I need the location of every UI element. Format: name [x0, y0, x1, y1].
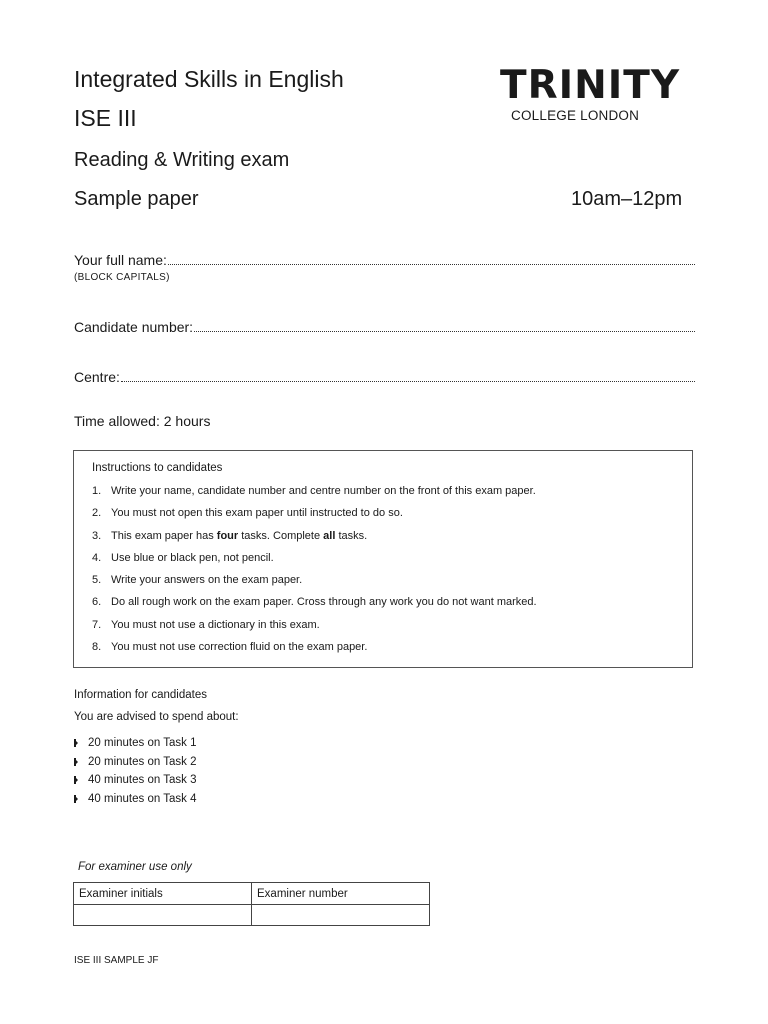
- examiner-initials-header: Examiner initials: [74, 883, 252, 905]
- full-name-label: Your full name:: [74, 252, 167, 268]
- bullet-arrow-icon: [74, 795, 78, 803]
- full-name-line[interactable]: [168, 263, 695, 265]
- full-name-field[interactable]: [74, 252, 695, 268]
- time-slot: 10am–12pm: [571, 188, 683, 210]
- centre-label: Centre:: [74, 369, 120, 385]
- footer-code: ISE III SAMPLE JF: [74, 955, 159, 966]
- list-item: 20 minutes on Task 1: [74, 734, 196, 753]
- time-allowed: [74, 413, 210, 429]
- paper-type: Sample paper: [74, 188, 199, 210]
- list-item: 40 minutes on Task 4: [74, 790, 196, 809]
- examiner-table: [73, 882, 430, 926]
- logo-subtitle: COLLEGE LONDON: [511, 108, 640, 123]
- instruction-item: 4. Use blue or black pen, not pencil.: [92, 551, 274, 564]
- trinity-logo: [500, 64, 696, 123]
- centre-field[interactable]: [74, 369, 695, 385]
- instructions-heading: Instructions to candidates: [92, 462, 223, 474]
- instruction-item: 2. You must not open this exam paper until instructed to do so.: [92, 507, 403, 520]
- document-title: Integrated Skills in English: [74, 66, 344, 92]
- information-intro: You are advised to spend about:: [74, 711, 239, 723]
- bullet-arrow-icon: [74, 758, 78, 766]
- instruction-item: 1. Write your name, candidate number and centre number on the front of this exam paper.: [92, 485, 536, 497]
- logo-wordmark: TRINITY: [500, 63, 681, 108]
- examiner-caption: For examiner use only: [78, 861, 192, 873]
- instruction-item: 6. Do all rough work on the exam paper. Cross through any work you do not want marked.: [92, 596, 537, 609]
- bullet-arrow-icon: [74, 739, 78, 747]
- task-time-list: [74, 734, 196, 808]
- information-heading: Information for candidates: [74, 689, 207, 701]
- candidate-number-field[interactable]: [74, 319, 695, 335]
- instruction-item: 8. You must not use correction fluid on the exam paper.: [92, 641, 368, 654]
- centre-line[interactable]: [121, 380, 695, 382]
- examiner-number-cell[interactable]: [252, 905, 430, 926]
- instruction-item: 7. You must not use a dictionary in this exam.: [92, 618, 320, 631]
- bullet-arrow-icon: [74, 776, 78, 784]
- block-capitals-note: (BLOCK CAPITALS): [74, 272, 170, 283]
- time-allowed-label: Time allowed:: [74, 413, 160, 429]
- instruction-item: 3. This exam paper has four tasks. Complete all tasks.: [92, 529, 368, 542]
- exam-name: Reading & Writing exam: [74, 149, 290, 171]
- instructions-list: [92, 484, 537, 662]
- list-item: 20 minutes on Task 2: [74, 753, 196, 772]
- instructions-box: [73, 450, 693, 668]
- candidate-number-line[interactable]: [194, 330, 695, 332]
- time-allowed-value: 2 hours: [163, 413, 211, 429]
- exam-level: ISE III: [74, 105, 137, 131]
- candidate-number-label: Candidate number:: [74, 319, 194, 335]
- instruction-item: 5. Write your answers on the exam paper.: [92, 574, 303, 587]
- examiner-number-header: Examiner number: [252, 883, 430, 905]
- examiner-initials-cell[interactable]: [74, 905, 252, 926]
- list-item: 40 minutes on Task 3: [74, 771, 196, 790]
